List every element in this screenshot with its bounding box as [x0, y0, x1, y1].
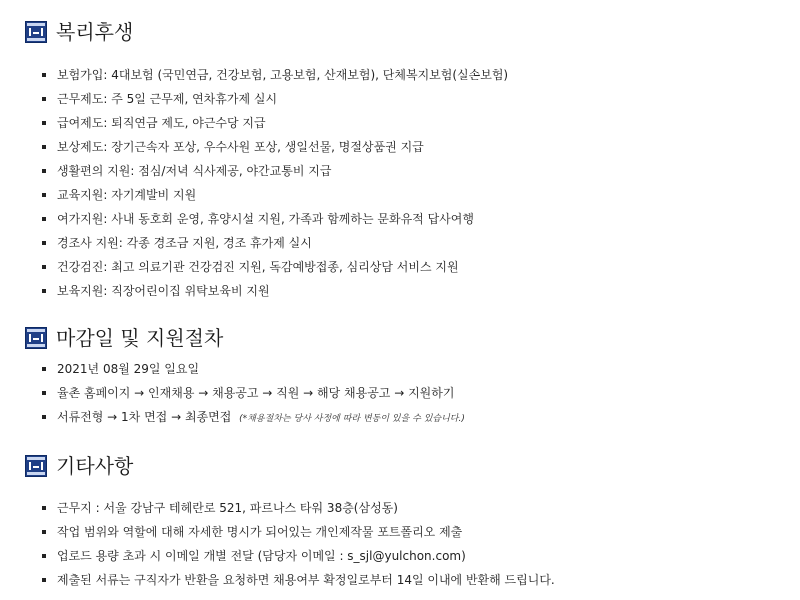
list-item: 근무지 : 서울 강남구 테헤란로 521, 파르나스 타워 38층(삼성동) — [42, 496, 555, 520]
list-item: 2021년 08월 29일 일요일 — [42, 357, 465, 381]
list-item: 율촌 홈페이지 → 인재채용 → 채용공고 → 직원 → 해당 채용공고 → 지원하기 — [42, 381, 465, 405]
deadline-list — [42, 357, 465, 429]
section-header — [25, 325, 223, 351]
list-item: 근무제도: 주 5일 근무제, 연차휴가제 실시 — [42, 87, 508, 111]
list-item: 급여제도: 퇴직연금 제도, 야근수당 지급 — [42, 111, 508, 135]
yulchon-logo-icon — [25, 327, 47, 349]
section-benefits — [0, 19, 800, 309]
list-item: 업로드 용량 초과 시 이메일 개별 전달 (담당자 이메일 : s_sjl@yulchon.com) — [42, 544, 555, 568]
list-item: 보상제도: 장기근속자 포상, 우수사원 포상, 생일선물, 명절상품권 지급 — [42, 135, 508, 159]
process-text: 서류전형 → 1차 면접 → 최종면접 — [57, 410, 232, 424]
section-deadline — [0, 325, 800, 435]
list-item: 작업 범위와 역할에 대해 자세한 명시가 되어있는 개인제작물 포트폴리오 제출 — [42, 520, 555, 544]
section-etc — [0, 453, 800, 593]
section-header — [25, 19, 133, 45]
list-item: 교육지원: 자기계발비 지원 — [42, 183, 508, 207]
yulchon-logo-icon — [25, 21, 47, 43]
section-title: 기타사항 — [56, 454, 134, 478]
list-item: 보육지원: 직장어린이집 위탁보육비 지원 — [42, 279, 508, 303]
process-note: (*채용절차는 당사 사정에 따라 변동이 있을 수 있습니다.) — [239, 414, 465, 424]
etc-list — [42, 496, 555, 592]
list-item: 경조사 지원: 각종 경조금 지원, 경조 휴가제 실시 — [42, 231, 508, 255]
list-item: 건강검진: 최고 의료기관 건강검진 지원, 독감예방접종, 심리상담 서비스 지원 — [42, 255, 508, 279]
section-header — [25, 453, 133, 479]
benefits-list — [42, 63, 508, 303]
list-item: 여가지원: 사내 동호회 운영, 휴양시설 지원, 가족과 함께하는 문화유적 답사여행 — [42, 207, 508, 231]
list-item: 생활편의 지원: 점심/저녁 식사제공, 야간교통비 지급 — [42, 159, 508, 183]
yulchon-logo-icon — [25, 455, 47, 477]
list-item: 보험가입: 4대보험 (국민연금, 건강보험, 고용보험, 산재보험), 단체복지보험(실손보험) — [42, 63, 508, 87]
section-title: 마감일 및 지원절차 — [56, 326, 224, 350]
section-title: 복리후생 — [56, 20, 134, 44]
list-item: 제출된 서류는 구직자가 반환을 요청하면 채용여부 확정일로부터 14일 이내에 반환해 드립니다. — [42, 568, 555, 592]
list-item — [42, 405, 465, 429]
